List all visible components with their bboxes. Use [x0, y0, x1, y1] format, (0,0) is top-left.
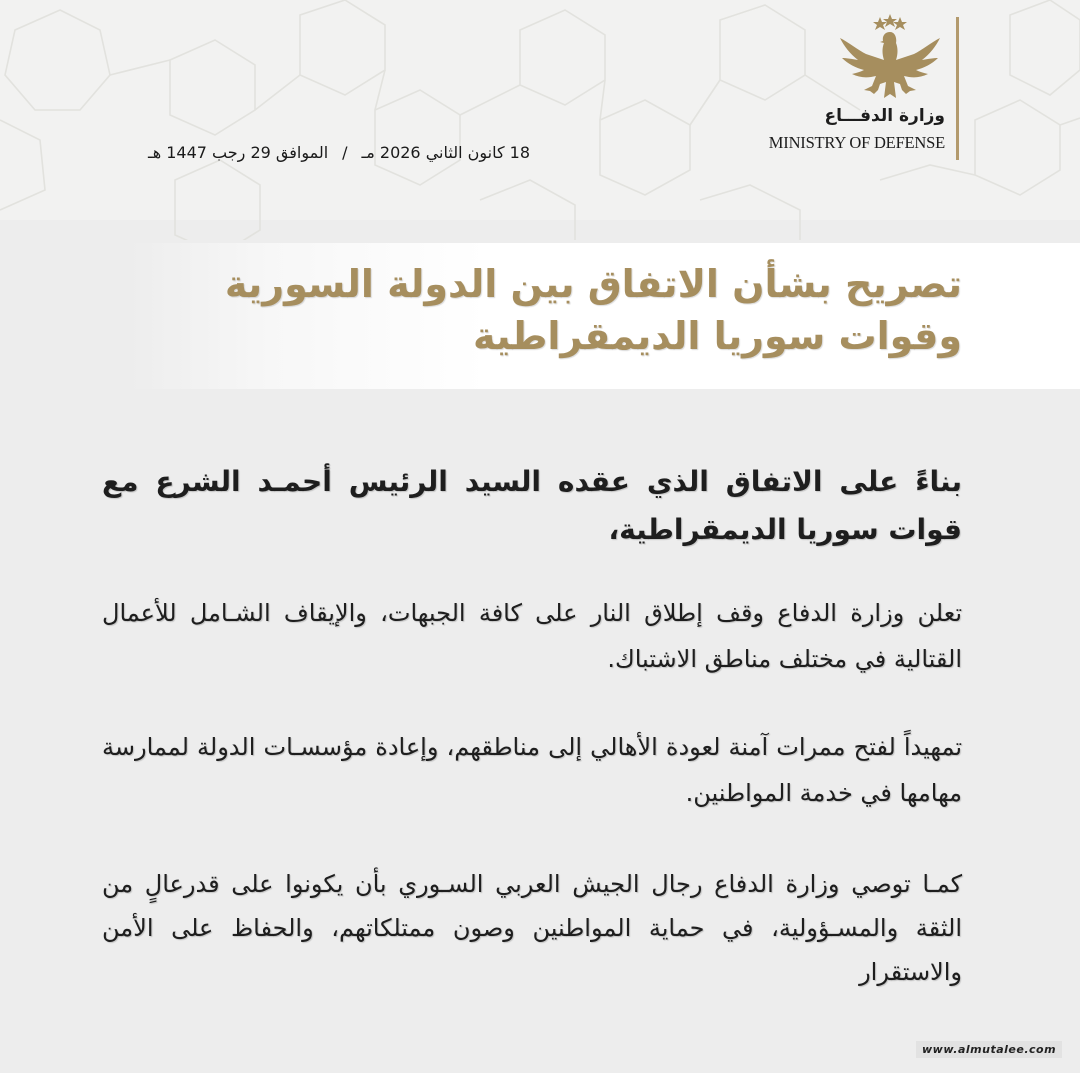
eagle-with-three-stars-icon — [836, 12, 944, 102]
title-line-2: وقوات سوريا الديمقراطية — [473, 314, 962, 358]
paragraph-safe-corridors: تمهيداً لفتح ممرات آمنة لعودة الأهالي إلى مناطقهم، وإعادة مؤسسـات الدولة لممارسة مهامها في خدمة المواطنين. — [102, 733, 962, 807]
lead-paragraph: بناءً على الاتفاق الذي عقده السيد الرئيس أحمـد الشرع مع قوات سوريا الديمقراطية، — [102, 465, 962, 546]
date-line — [110, 143, 530, 162]
hijri-date: الموافق 29 رجب 1447 هـ — [148, 143, 329, 162]
ministry-name-english: MINISTRY OF DEFENSE — [768, 133, 945, 152]
ministry-name-arabic: وزارة الدفـــاع — [824, 106, 945, 126]
paragraph-ceasefire: تعلن وزارة الدفاع وقف إطلاق النار على كافة الجبهات، والإيقاف الشـامل للأعمال القتالية في مختلف مناطق الاشتباك. — [102, 599, 962, 673]
gregorian-date: 18 كانون الثاني 2026 مـ — [361, 143, 530, 162]
paragraph-army-recommendation: كمـا توصي وزارة الدفاع رجال الجيش العربي السـوري بأن يكونوا على قدرعالٍ من الثقة والمسـؤولية، في حماية المواطنين وصون ممتلكاتهم، والحفاظ على الأمن والاستقرار — [102, 870, 962, 986]
title-line-1: تصريح بشأن الاتفاق بين الدولة السورية — [224, 262, 962, 306]
date-separator: / — [342, 143, 348, 162]
website-watermark: www.almutalee.com — [916, 1041, 1062, 1058]
statement-title — [202, 258, 962, 362]
gold-vertical-divider — [956, 17, 959, 160]
